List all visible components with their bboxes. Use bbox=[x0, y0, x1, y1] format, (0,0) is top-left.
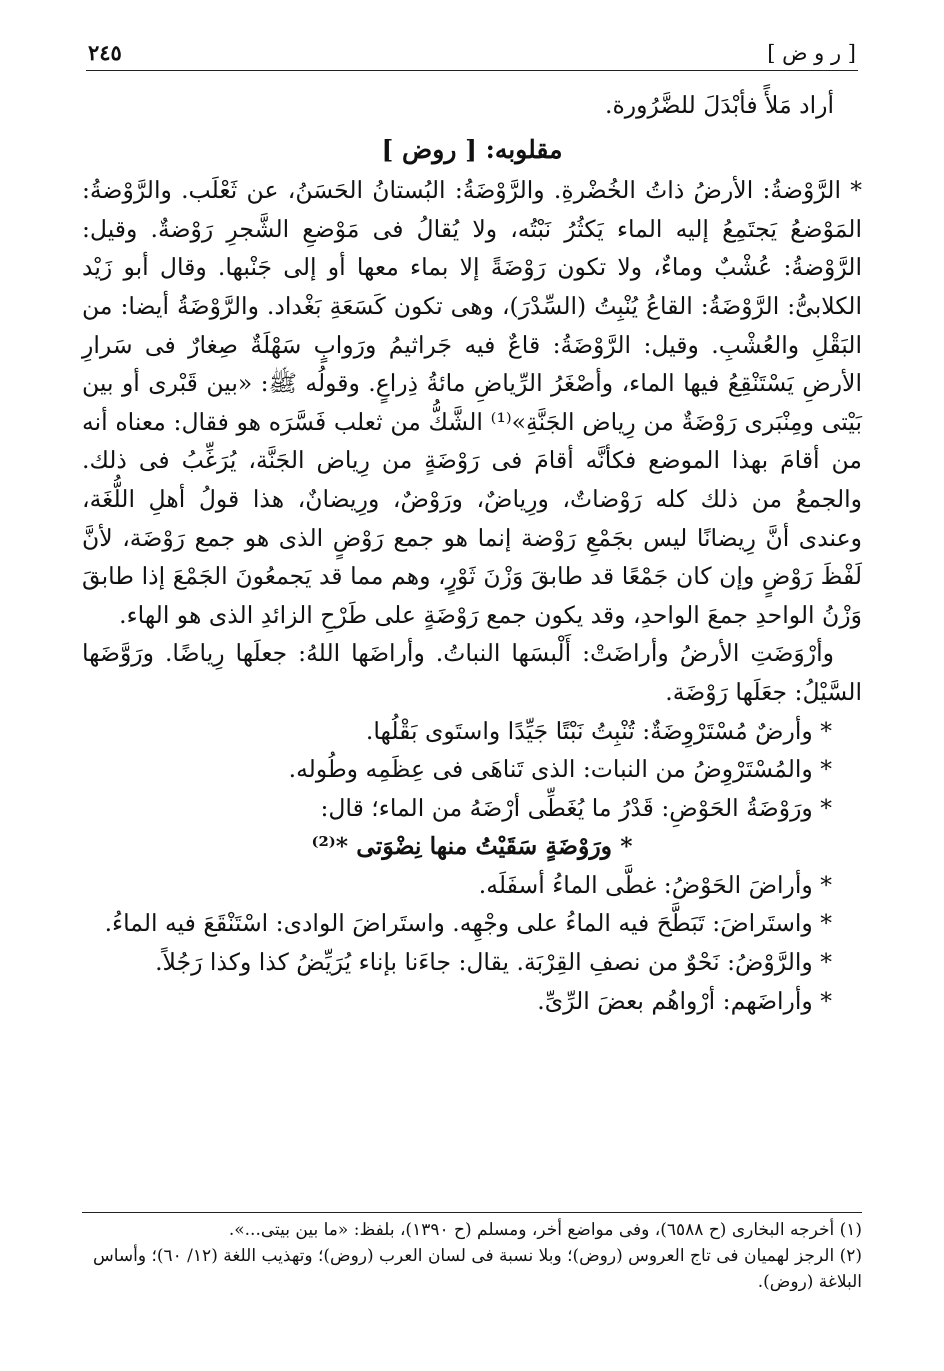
verse-line: * ورَوْضَةٍ سَقَيْتُ منها نِضْوَتى *⁽²⁾ bbox=[311, 832, 633, 861]
page-header bbox=[86, 36, 858, 71]
entry-line: * وأراضَ الحَوْضُ: غطَّى الماءُ أسفَلَه. bbox=[478, 870, 832, 899]
opening-line: أراد مَلأً فأبْدَلَ للضَّرُورة. bbox=[605, 91, 834, 119]
header-root: [ ر و ض ] bbox=[767, 41, 856, 65]
page-number: ٢٤٥ bbox=[88, 40, 122, 65]
section-heading: مقلوبه: [ روض ] bbox=[381, 134, 563, 164]
main-paragraph: * الرَّوْضةُ: الأرضُ ذاتُ الخُضْرةِ. والرَّوْضَةُ: البُستانُ الحَسَنُ، عن ثَعْلَب. والرَّوْضةُ: المَوْضعُ يَجتَمِعُ إليه الماء يَكثُرُ نَبْتُه، ولا يُقالُ فى مَوْضعِ الشَّجرِ رَوْضةٌ. وقيل: الرَّوْضةُ: عُشْبٌ وماءٌ، ولا تكون رَوْضَةً إلا بماء معها أو إلى جَنْبها. وقال أبو زَيْد الكلابىُّ: الرَّوْضَةُ: القاعُ يُنْبِتُ (السِّدْرَ)، وهى تكون كَسَعَةِ بَغْداد. والرَّوْضَةُ أيضا: من البَقْلِ والعُشْبِ. وقيل: الرَّوْضَةُ: قاعٌ فيه جَراثيمُ ورَوابٍ سَهْلَةٌ صِغارٌ فى سَرارِ الأرضِ يَسْتَنْقِعُ فيها الماء، وأصْغَرُ الرِّياضِ مائةُ ذِراعٍ. وقولُه ﷺ: «بين قَبْرى أو بين بَيْتى ومِنْبَرى رَوْضَةٌ من رِياض الجَنَّةِ»⁽¹⁾ الشَّكُّ من ثعلب فَسَّرَه هو فقال: معناه أنه من أقامَ بهذا الموضع فكأنَّه أقامَ فى رَوْضَةٍ من رِياض الجَنَّة، يُرَغِّبُ فى ذلك. والجمعُ من ذلك كله رَوْضاتٌ، ورِياضٌ، ورَوْضٌ، ورِيضانٌ، هذا قولُ أهلِ اللُّغَة، وعندى أنَّ رِيضانًا ليس بجَمْعِ رَوْضة إنما هو جمع رَوْضٍ الذى هو جمع رَوْضَة، لأنَّ لَفْظَ رَوْضٍ وإن كان جَمْعًا قد طابقَ وَزْنَ ثَوْرٍ، وهم مما قد يَجمعُونَ الجَمْعَ إذا طابقَ وَزْنُ الواحدِ جمعَ الواحدِ، وقد يكون جمع رَوْضَةٍ على طَرْحِ الزائدِ الذى هو الهاء. bbox=[82, 176, 863, 629]
footnote: (١) أخرجه البخارى (ح ٦٥٨٨)، وفى مواضع أخر، ومسلم (ح ١٣٩٠)، بلفظ: «ما بين بيتى...». bbox=[228, 1220, 862, 1240]
entry-line: * والرَّوْضُ: نَحْوٌ من نصفِ القِرْبَة. يقال: جاءَنا بإناء يُرَيِّضُ كذا وكذا رَجُلاً. bbox=[155, 948, 832, 977]
footnote: (٢) الرجز لهميان فى تاج العروس (روض)؛ وبلا نسبة فى لسان العرب (روض)؛ وتهذيب اللغة (١٢/ ٦٠)؛ وأساس البلاغة (روض). bbox=[92, 1246, 862, 1292]
entry-line: * والمُسْتَرْوِضُ من النبات: الذى تَناهَى فى عِظَمِه وطُوله. bbox=[288, 755, 832, 784]
entry-line: * وأراضَهم: أرْواهُم بعضَ الرِّىِّ. bbox=[537, 986, 832, 1015]
entry-line: * ورَوْضَةُ الحَوْضِ: قَدْرُ ما يُغَطِّى أرْضَهُ من الماء؛ قال: bbox=[320, 793, 832, 822]
entry-line: * وأرضٌ مُسْتَرْوِضَةٌ: تُنْبِتُ نَبْتًا جَيِّدًا واستَوى بَقْلُها. bbox=[365, 716, 832, 745]
second-paragraph: وأرْوَضَتِ الأرضُ وأراضَتْ: أَلْبسَها النباتُ. وأراضَها اللهُ: جعلَها رِياضًا. ورَوَّضَها السَّيْلُ: جعَلَها رَوْضَة. bbox=[82, 639, 862, 706]
footnotes bbox=[82, 1212, 862, 1295]
page-body bbox=[82, 86, 862, 1020]
entry-line: * واستَراضَ: تَبَطَّحَ فيه الماءُ على وجْهِه. واستَراضَ الوادى: اسْتَنْقَعَ فيه الماءُ. bbox=[104, 909, 832, 938]
